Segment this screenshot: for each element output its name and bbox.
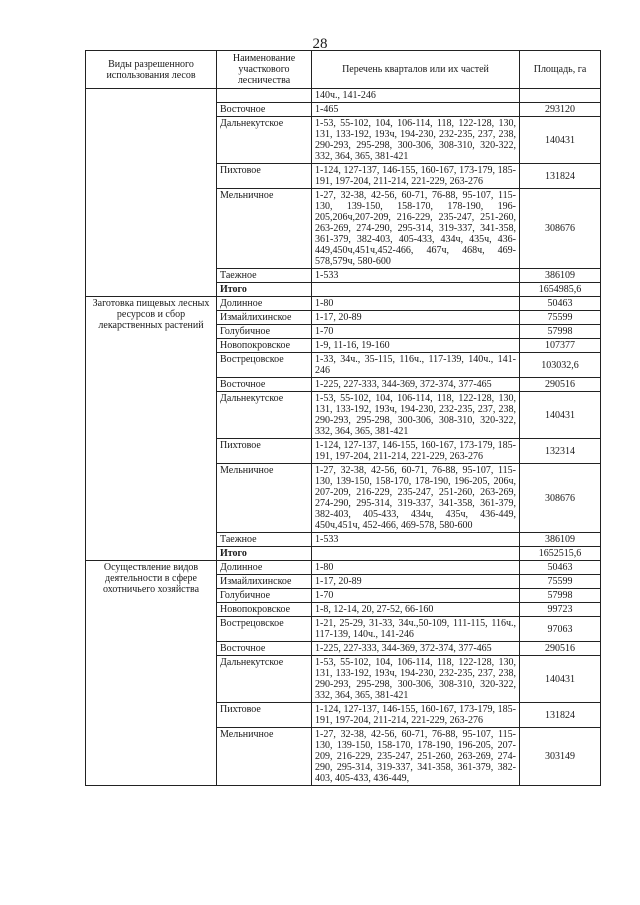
forestry-name-cell: Восточное	[217, 642, 312, 656]
table-row	[86, 89, 601, 103]
quarters-cell: 1-465	[312, 103, 520, 117]
area-cell: 50463	[520, 561, 601, 575]
total-label: Итого	[217, 283, 312, 297]
area-cell: 107377	[520, 339, 601, 353]
area-cell: 293120	[520, 103, 601, 117]
quarters-cell: 1-8, 12-14, 20, 27-52, 66-160	[312, 603, 520, 617]
header-use: Виды разрешенного использования лесов	[86, 51, 217, 89]
area-cell: 97063	[520, 617, 601, 642]
total-area-cell: 1652515,6	[520, 547, 601, 561]
area-cell: 140431	[520, 392, 601, 439]
quarters-cell: 1-33, 34ч., 35-115, 116ч., 117-139, 140ч., 141-246	[312, 353, 520, 378]
quarters-cell: 140ч., 141-246	[312, 89, 520, 103]
area-cell: 99723	[520, 603, 601, 617]
area-cell: 308676	[520, 464, 601, 533]
area-cell	[520, 89, 601, 103]
total-area-cell: 1654985,6	[520, 283, 601, 297]
quarters-cell: 1-225, 227-333, 344-369, 372-374, 377-465	[312, 642, 520, 656]
forestry-name-cell: Дальнекутское	[217, 117, 312, 164]
forestry-name-cell: Измайлихинское	[217, 575, 312, 589]
forestry-name-cell	[217, 89, 312, 103]
area-cell: 308676	[520, 189, 601, 269]
quarters-cell: 1-124, 127-137, 146-155, 160-167, 173-179, 185-191, 197-204, 211-214, 221-229, 263-276	[312, 439, 520, 464]
header-area: Площадь, га	[520, 51, 601, 89]
area-cell: 140431	[520, 656, 601, 703]
use-type-cell: Осуществление видов деятельности в сфере охотничьего хозяйства	[86, 561, 217, 786]
area-cell: 290516	[520, 378, 601, 392]
forestry-name-cell: Новопокровское	[217, 603, 312, 617]
quarters-cell: 1-533	[312, 269, 520, 283]
forest-use-table	[85, 50, 601, 786]
forestry-name-cell: Пихтовое	[217, 164, 312, 189]
quarters-cell: 1-53, 55-102, 104, 106-114, 118, 122-128, 130, 131, 133-192, 193ч, 194-230, 232-235, 237, 238, 290-293, 295-298, 300-306, 308-310, 320-322, 332, 364, 365, 381-421	[312, 392, 520, 439]
forestry-name-cell: Таежное	[217, 533, 312, 547]
quarters-cell: 1-27, 32-38, 42-56, 60-71, 76-88, 95-107, 115-130, 139-150, 158-170, 178-190, 196-205,206ч,207-209, 216-229, 235-247, 251-260, 263-269, 274-290, 295-314, 319-337, 341-358, 361-379, 382-403, 405-433, 434ч, 435ч, 436-449,450ч,451ч,452-466, 467ч, 468ч, 469-578,579ч, 580-600	[312, 189, 520, 269]
forestry-name-cell: Долинное	[217, 297, 312, 311]
use-type-cell: Заготовка пищевых лесных ресурсов и сбор лекарственных растений	[86, 297, 217, 561]
area-cell: 386109	[520, 269, 601, 283]
forestry-name-cell: Мельничное	[217, 189, 312, 269]
forestry-name-cell: Голубичное	[217, 325, 312, 339]
quarters-cell: 1-80	[312, 561, 520, 575]
header-quarters: Перечень кварталов или их частей	[312, 51, 520, 89]
quarters-cell: 1-533	[312, 533, 520, 547]
forestry-name-cell: Новопокровское	[217, 339, 312, 353]
use-type-cell	[86, 89, 217, 297]
forestry-name-cell: Вострецовское	[217, 617, 312, 642]
forestry-name-cell: Пихтовое	[217, 439, 312, 464]
forestry-name-cell: Пихтовое	[217, 703, 312, 728]
quarters-cell: 1-225, 227-333, 344-369, 372-374, 377-465	[312, 378, 520, 392]
area-cell: 57998	[520, 589, 601, 603]
area-cell: 57998	[520, 325, 601, 339]
quarters-cell: 1-17, 20-89	[312, 311, 520, 325]
area-cell: 386109	[520, 533, 601, 547]
quarters-cell: 1-124, 127-137, 146-155, 160-167, 173-179, 185-191, 197-204, 211-214, 221-229, 263-276	[312, 164, 520, 189]
quarters-cell: 1-27, 32-38, 42-56, 60-71, 76-88, 95-107, 115-130, 139-150, 158-170, 178-190, 196-205, 206ч, 207-209, 216-229, 235-247, 251-260, 263-269, 274-290, 295-314, 319-337, 341-358, 361-379, 382-403, 405-433, 434ч, 435ч, 436-449, 450ч,451ч, 452-466, 469-578, 580-600	[312, 464, 520, 533]
quarters-cell: 1-53, 55-102, 104, 106-114, 118, 122-128, 130, 131, 133-192, 193ч, 194-230, 232-235, 237, 238, 290-293, 295-298, 300-306, 308-310, 320-322, 332, 364, 365, 381-421	[312, 117, 520, 164]
area-cell: 131824	[520, 703, 601, 728]
area-cell: 290516	[520, 642, 601, 656]
forestry-name-cell: Измайлихинское	[217, 311, 312, 325]
header-forestry: Наименование участкового лесничества	[217, 51, 312, 89]
area-cell: 132314	[520, 439, 601, 464]
quarters-cell: 1-27, 32-38, 42-56, 60-71, 76-88, 95-107, 115-130, 139-150, 158-170, 178-190, 196-205, 207-209, 216-229, 235-247, 251-260, 263-269, 274-290, 295-314, 319-337, 341-358, 361-379, 382-403, 405-433, 436-449,	[312, 728, 520, 786]
header-row	[86, 51, 601, 89]
forestry-name-cell: Дальнекутское	[217, 392, 312, 439]
area-cell: 75599	[520, 311, 601, 325]
forestry-name-cell: Голубичное	[217, 589, 312, 603]
table-row	[86, 561, 601, 575]
quarters-cell: 1-70	[312, 325, 520, 339]
quarters-cell: 1-9, 11-16, 19-160	[312, 339, 520, 353]
forestry-name-cell: Долинное	[217, 561, 312, 575]
forestry-name-cell: Дальнекутское	[217, 656, 312, 703]
forestry-name-cell: Вострецовское	[217, 353, 312, 378]
quarters-cell: 1-124, 127-137, 146-155, 160-167, 173-179, 185-191, 197-204, 211-214, 221-229, 263-276	[312, 703, 520, 728]
area-cell: 75599	[520, 575, 601, 589]
page-number: 28	[312, 36, 328, 52]
quarters-cell: 1-21, 25-29, 31-33, 34ч.,50-109, 111-115, 116ч., 117-139, 140ч., 141-246	[312, 617, 520, 642]
table-row	[86, 297, 601, 311]
quarters-cell	[312, 283, 520, 297]
quarters-cell: 1-80	[312, 297, 520, 311]
total-label: Итого	[217, 547, 312, 561]
quarters-cell: 1-17, 20-89	[312, 575, 520, 589]
area-cell: 103032,6	[520, 353, 601, 378]
forestry-name-cell: Таежное	[217, 269, 312, 283]
area-cell: 131824	[520, 164, 601, 189]
forestry-name-cell: Мельничное	[217, 464, 312, 533]
quarters-cell	[312, 547, 520, 561]
forestry-name-cell: Восточное	[217, 378, 312, 392]
quarters-cell: 1-70	[312, 589, 520, 603]
area-cell: 140431	[520, 117, 601, 164]
area-cell: 303149	[520, 728, 601, 786]
quarters-cell: 1-53, 55-102, 104, 106-114, 118, 122-128, 130, 131, 133-192, 193ч, 194-230, 232-235, 237, 238, 290-293, 295-298, 300-306, 308-310, 320-322, 332, 364, 365, 381-421	[312, 656, 520, 703]
forestry-name-cell: Мельничное	[217, 728, 312, 786]
forestry-name-cell: Восточное	[217, 103, 312, 117]
area-cell: 50463	[520, 297, 601, 311]
table-body	[86, 89, 601, 786]
